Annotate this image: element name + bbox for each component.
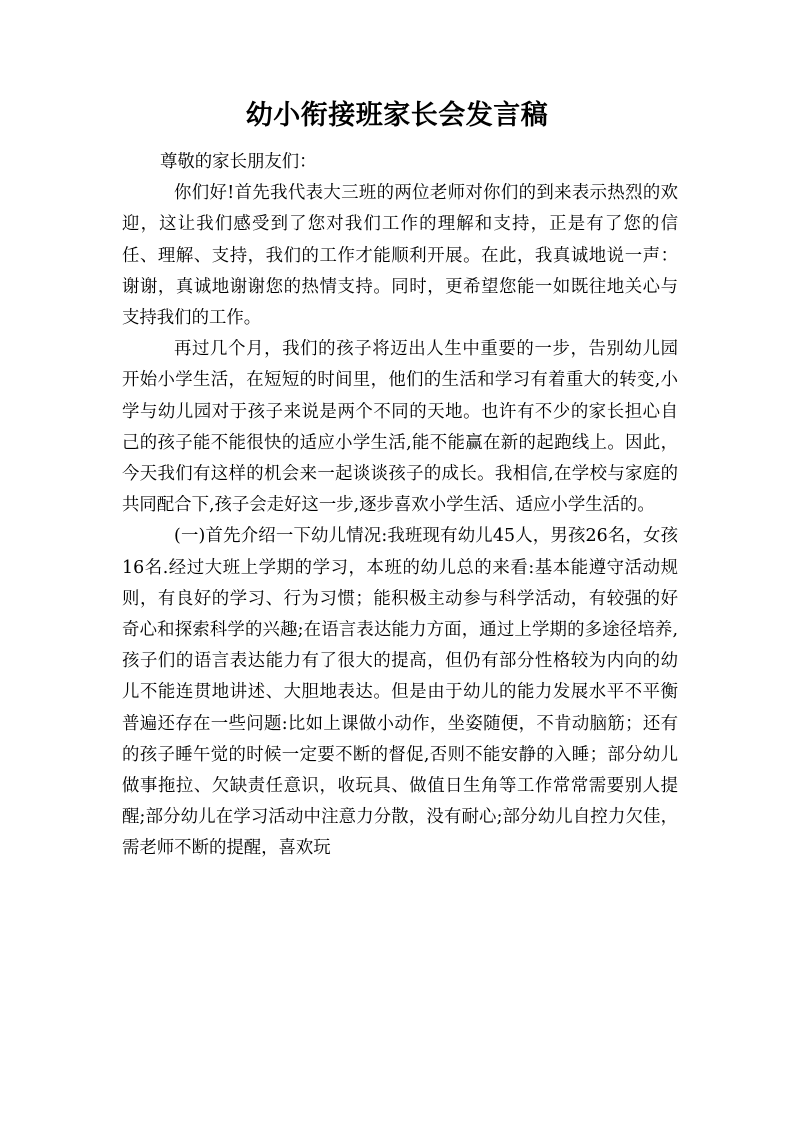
paragraph: 你们好!首先我代表大三班的两位老师对你们的到来表示热烈的欢迎，这让我们感受到了您对我们工作的理解和支持，正是有了您的信任、理解、支持，我们的工作才能顺利开展。在此，我真诚地说一声：谢谢，真诚地谢谢您的热情支持。同时，更希望您能一如既往地关心与支持我们的工作。 (122, 183, 678, 329)
document-body (122, 147, 678, 865)
greeting-line: 尊敬的家长朋友们： (160, 152, 317, 172)
paragraph: (一)首先介绍一下幼儿情况:我班现有幼儿45人，男孩26名，女孩16名.经过大班上学期的学习，本班的幼儿总的来看:基本能遵守活动规则，有良好的学习、行为习惯；能积极主动参与科学活动，有较强的好奇心和探索科学的兴趣;在语言表达能力方面，通过上学期的多途径培养,孩子们的语言表达能力有了很大的提高，但仍有部分性格较为内向的幼儿不能连贯地讲述、大胆地表达。但是由于幼儿的能力发展水平不平衡普遍还存在一些问题:比如上课做小动作，坐姿随便，不肯动脑筋；还有的孩子睡午觉的时候一定要不断的督促,否则不能安静的入睡；部分幼儿做事拖拉、欠缺责任意识，收玩具、做值日生角等工作常常需要别人提醒;部分幼儿在学习活动中注意力分散，没有耐心;部分幼儿自控力欠佳，需老师不断的提醒，喜欢玩 (122, 526, 678, 859)
document-title: 幼小衔接班家长会发言稿 (245, 100, 549, 131)
paragraph: 再过几个月，我们的孩子将迈出人生中重要的一步，告别幼儿园开始小学生活，在短短的时间里，他们的生活和学习有着重大的转变,小学与幼儿园对于孩子来说是两个不同的天地。也许有不少的家长担心自己的孩子能不能很快的适应小学生活,能不能赢在新的起跑线上。因此，今天我们有这样的机会来一起谈谈孩子的成长。我相信,在学校与家庭的共同配合下,孩子会走好这一步,逐步喜欢小学生活、适应小学生活的。 (122, 339, 679, 516)
